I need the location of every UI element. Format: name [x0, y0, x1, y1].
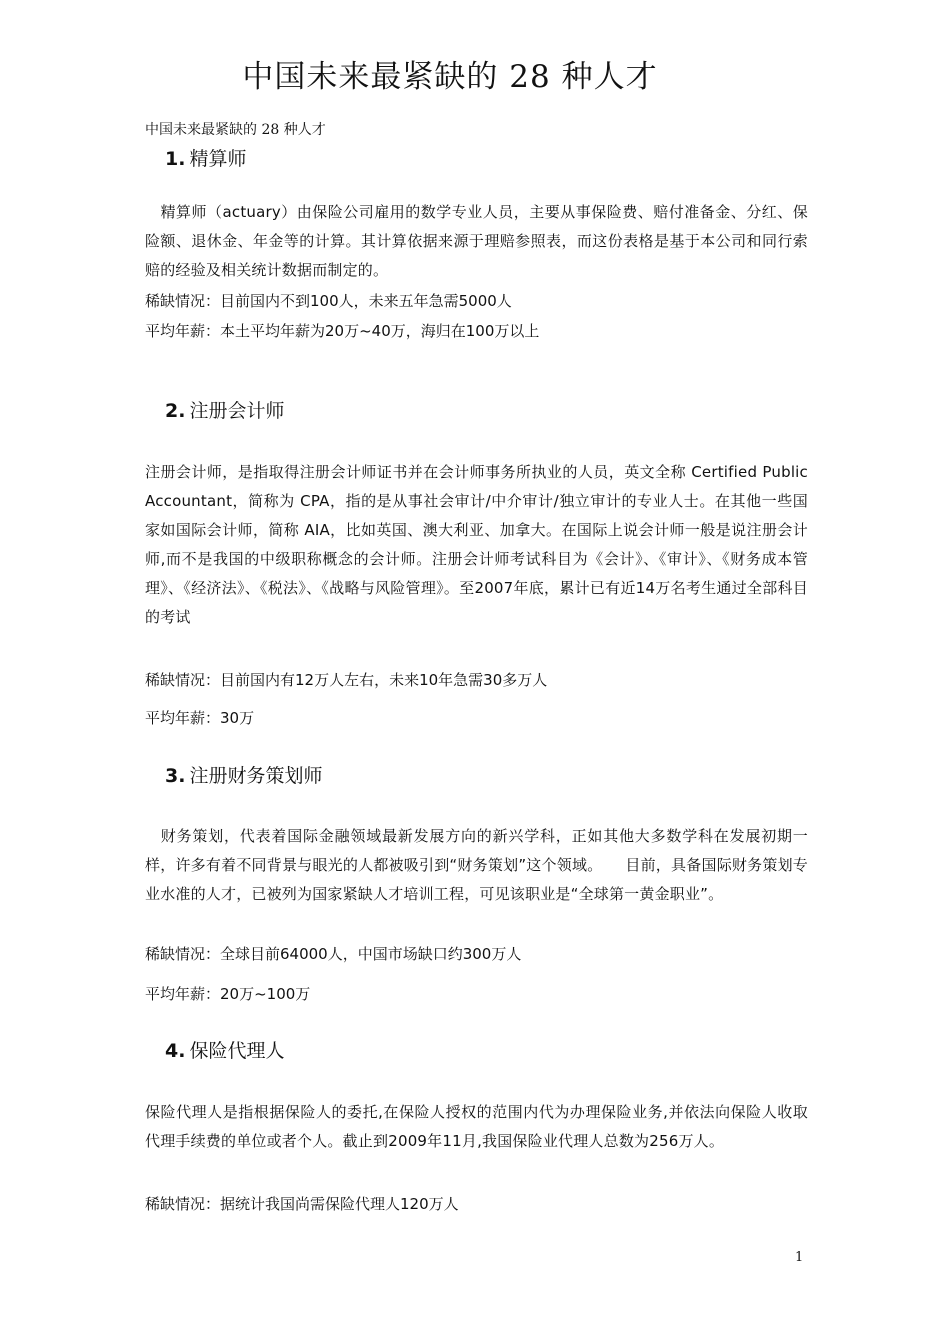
salary-line: 平均年薪：本土平均年薪为20万~40万，海归在100万以上: [145, 322, 540, 340]
section-number: 2.: [165, 400, 186, 422]
scarcity-line: 稀缺情况：目前国内有12万人左右，未来10年急需30多万人: [145, 671, 548, 689]
section-paragraph: 精算师（actuary）由保险公司雇用的数学专业人员，主要从事保险费、赔付准备金、分红、保险额、退休金、年金等的计算。其计算依据来源于理赔参照表，而这份表格是基于本公司和同行索赔的经验及相关统计数据而制定的。: [145, 203, 808, 279]
scarcity-line: 稀缺情况：据统计我国尚需保险代理人120万人: [145, 1195, 459, 1213]
salary-line: 平均年薪：30万: [145, 709, 255, 727]
scarcity-line: 稀缺情况：目前国内不到100人，未来五年急需5000人: [145, 292, 512, 310]
document-subtitle: 中国未来最紧缺的 28 种人才: [145, 122, 326, 138]
scarcity-line: 稀缺情况：全球目前64000人，中国市场缺口约300万人: [145, 945, 522, 963]
section-number: 3.: [165, 765, 186, 787]
section-title: 注册财务策划师: [189, 765, 323, 787]
section-number: 1.: [165, 148, 186, 170]
salary-line: 平均年薪：20万~100万: [145, 985, 311, 1003]
section-title: 保险代理人: [189, 1040, 285, 1062]
section-heading-cpa: [165, 397, 284, 425]
document-title: 中国未来最紧缺的 28 种人才: [242, 59, 658, 95]
section-heading-actuary: [165, 145, 246, 173]
section-heading-financial-planner: [165, 762, 322, 790]
section-heading-insurance-agent: [165, 1037, 284, 1065]
section-title: 精算师: [189, 148, 247, 170]
section-number: 4.: [165, 1040, 186, 1062]
section-paragraph: 注册会计师，是指取得注册会计师证书并在会计师事务所执业的人员，英文全称 Certified Public Accountant，简称为 CPA，指的是从事社会审计/中介审计/独立审计的专业人士。在其他一些国家如国际会计师，简称 AIA，比如英国、澳大利亚、加拿大。在国际上说会计师一般是说注册会计师,而不是我国的中级职称概念的会计师。注册会计师考试科目为《会计》、《审计》、《财务成本管理》、《经济法》、《税法》、《战略与风险管理》。至2007年底，累计已有近14万名考生通过全部科目的考试: [145, 463, 808, 626]
section-paragraph: 财务策划，代表着国际金融领域最新发展方向的新兴学科，正如其他大多数学科在发展初期一样，许多有着不同背景与眼光的人都被吸引到“财务策划”这个领域。 目前，具备国际财务策划专业水准的人才，已被列为国家紧缺人才培训工程，可见该职业是“全球第一黄金职业”。: [145, 827, 808, 903]
page-number: 1: [795, 1250, 804, 1265]
section-paragraph: 保险代理人是指根据保险人的委托,在保险人授权的范围内代为办理保险业务,并依法向保险人收取代理手续费的单位或者个人。截止到2009年11月,我国保险业代理人总数为256万人。: [145, 1103, 808, 1150]
section-title: 注册会计师: [189, 400, 285, 422]
